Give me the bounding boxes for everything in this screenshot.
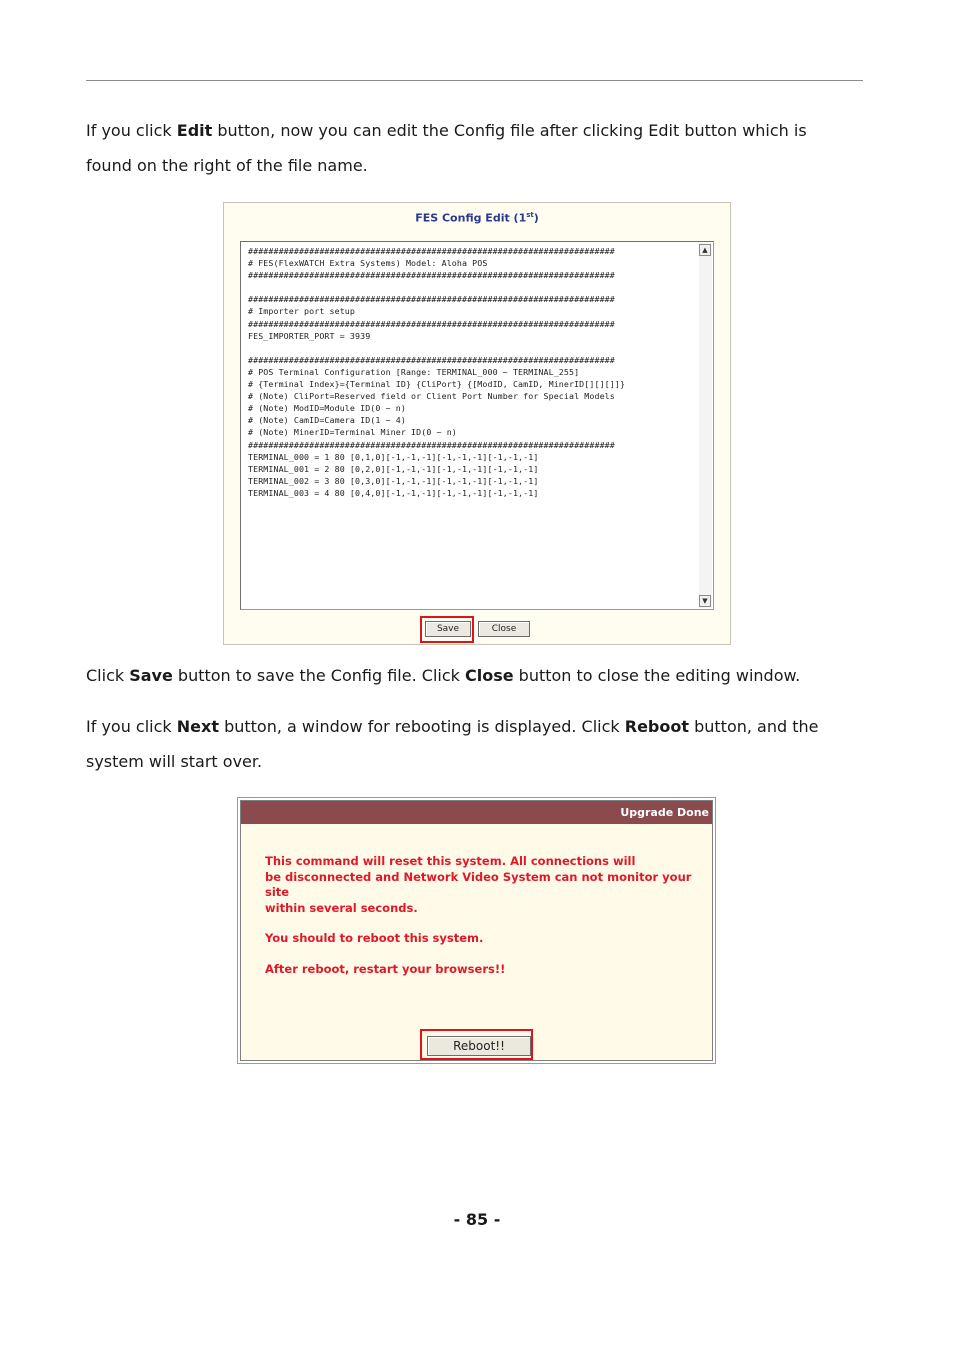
message-line-1: This command will reset this system. All connections will xyxy=(265,854,636,868)
header-rule xyxy=(86,80,863,81)
close-button[interactable]: Close xyxy=(478,621,530,637)
next-bold: Next xyxy=(176,717,219,736)
restart-browser-message: After reboot, restart your browsers!! xyxy=(265,962,506,976)
intro-edit-bold: Edit xyxy=(176,121,213,140)
upgrade-window-body xyxy=(240,800,713,1061)
scroll-up-arrow-icon[interactable]: ▲ xyxy=(699,244,711,256)
reset-warning-message xyxy=(265,854,695,916)
save-para-text-3: button to close the editing window. xyxy=(513,666,801,685)
message-line-3: site xyxy=(265,885,290,899)
intro-paragraph xyxy=(86,113,846,183)
config-file-text[interactable]: ######################################################################## # FES(FlexWATCH Extra Systems) Model: Aloha POS ######################################################################## ######################################################################## # Importer port setup ######################################################################## FES_IMPORTER_PORT = 3939 ######################################################################## # POS Terminal Configuration [Range: TERMINAL_000 ~ TERMINAL_255] # {Terminal Index}={Terminal ID} {CliPort} {[ModID, CamID, MinerID[][][]]} # (Note) CliPort=Reserved field or Client Port Number for Special Models # (Note) ModID=Module ID(0 ~ n) # (Note) CamID=Camera ID(1 ~ 4) # (Note) MinerID=Terminal Miner ID(0 ~ n) ######################################################################## TERMINAL_000 = 1 80 [0,1,0][-1,-1,-1][-1,-1,-1][-1,-1,-1] TERMINAL_001 = 2 80 [0,2,0][-1,-1,-1][-1,-1,-1][-1,-1,-1] TERMINAL_002 = 3 80 [0,3,0][-1,-1,-1][-1,-1,-1][-1,-1,-1] TERMINAL_003 = 4 80 [0,4,0][-1,-1,-1][-1,-1,-1][-1,-1,-1] xyxy=(248,246,626,498)
fes-title-end: ) xyxy=(533,211,539,225)
message-line-4: within several seconds. xyxy=(265,900,418,915)
intro-text-1: If you click xyxy=(86,121,177,140)
upgrade-done-title: Upgrade Done xyxy=(620,806,709,819)
textarea-scrollbar[interactable] xyxy=(699,243,712,608)
page-number: - 85 - xyxy=(453,1210,501,1229)
save-para-text-2: button to save the Config file. Click xyxy=(172,666,465,685)
next-reboot-paragraph xyxy=(86,709,846,779)
fes-title-sup: st xyxy=(526,211,534,219)
message-line-2: be disconnected and Network Video System can not monitor your xyxy=(265,869,692,884)
next-para-text-3: button, and the system will start over. xyxy=(86,717,819,771)
intro-text-2: button, now you can edit the Config file after clicking Edit button which is found on the right of the file name. xyxy=(86,121,807,175)
upgrade-window-header xyxy=(241,801,712,824)
config-textarea[interactable] xyxy=(240,241,714,610)
save-close-paragraph xyxy=(86,658,846,693)
save-button[interactable]: Save xyxy=(425,621,471,637)
reboot-instruction-message: You should to reboot this system. xyxy=(265,931,484,945)
save-bold: Save xyxy=(129,666,173,685)
reboot-button[interactable]: Reboot!! xyxy=(427,1036,531,1056)
next-para-text-1: If you click xyxy=(86,717,177,736)
fes-window-title xyxy=(224,211,730,225)
scroll-down-arrow-icon[interactable]: ▼ xyxy=(699,595,711,607)
fes-config-edit-window xyxy=(223,202,731,645)
fes-title-text: FES Config Edit (1 xyxy=(415,211,527,225)
reboot-bold: Reboot xyxy=(624,717,690,736)
upgrade-done-window xyxy=(237,797,716,1064)
next-para-text-2: button, a window for rebooting is displayed. Click xyxy=(218,717,625,736)
save-para-text-1: Click xyxy=(86,666,130,685)
close-bold: Close xyxy=(464,666,514,685)
